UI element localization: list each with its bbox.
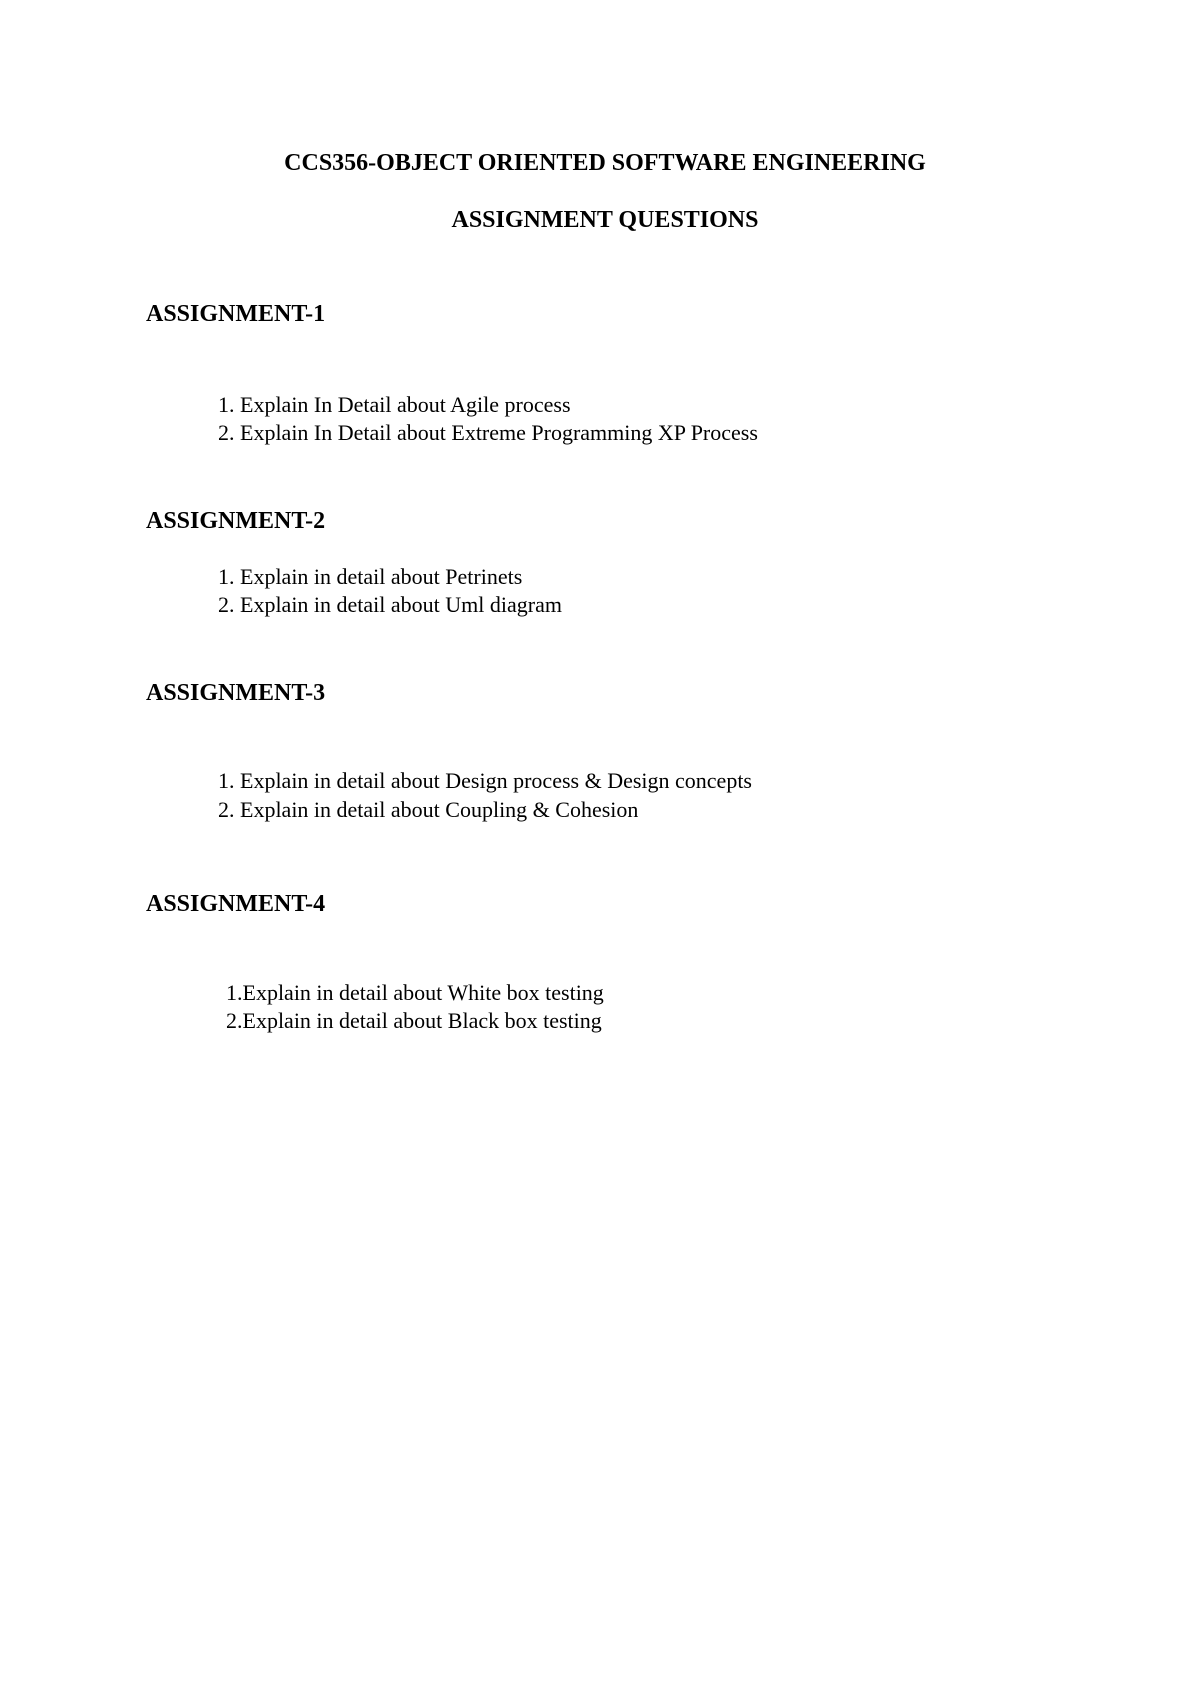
document-subtitle: ASSIGNMENT QUESTIONS — [451, 207, 759, 233]
assignment-4-heading: ASSIGNMENT-4 — [146, 891, 326, 917]
assignment-3-question-2: 2. Explain in detail about Coupling & Cohesion — [218, 797, 639, 822]
assignment-2-question-1: 1. Explain in detail about Petrinets — [218, 564, 523, 589]
assignment-3-heading: ASSIGNMENT-3 — [146, 680, 326, 706]
document-title: CCS356-OBJECT ORIENTED SOFTWARE ENGINEERING — [284, 150, 926, 176]
assignment-1-question-1: 1. Explain In Detail about Agile process — [218, 392, 571, 417]
assignment-2-heading: ASSIGNMENT-2 — [146, 508, 326, 534]
assignment-2-question-2: 2. Explain in detail about Uml diagram — [218, 592, 562, 617]
assignment-3-question-1: 1. Explain in detail about Design process & Design concepts — [218, 768, 752, 793]
assignment-4-question-1: 1.Explain in detail about White box testing — [226, 980, 604, 1005]
assignment-4-question-2: 2.Explain in detail about Black box testing — [226, 1008, 602, 1033]
assignment-1-heading: ASSIGNMENT-1 — [146, 301, 326, 327]
assignment-1-question-2: 2. Explain In Detail about Extreme Programming XP Process — [218, 420, 758, 445]
